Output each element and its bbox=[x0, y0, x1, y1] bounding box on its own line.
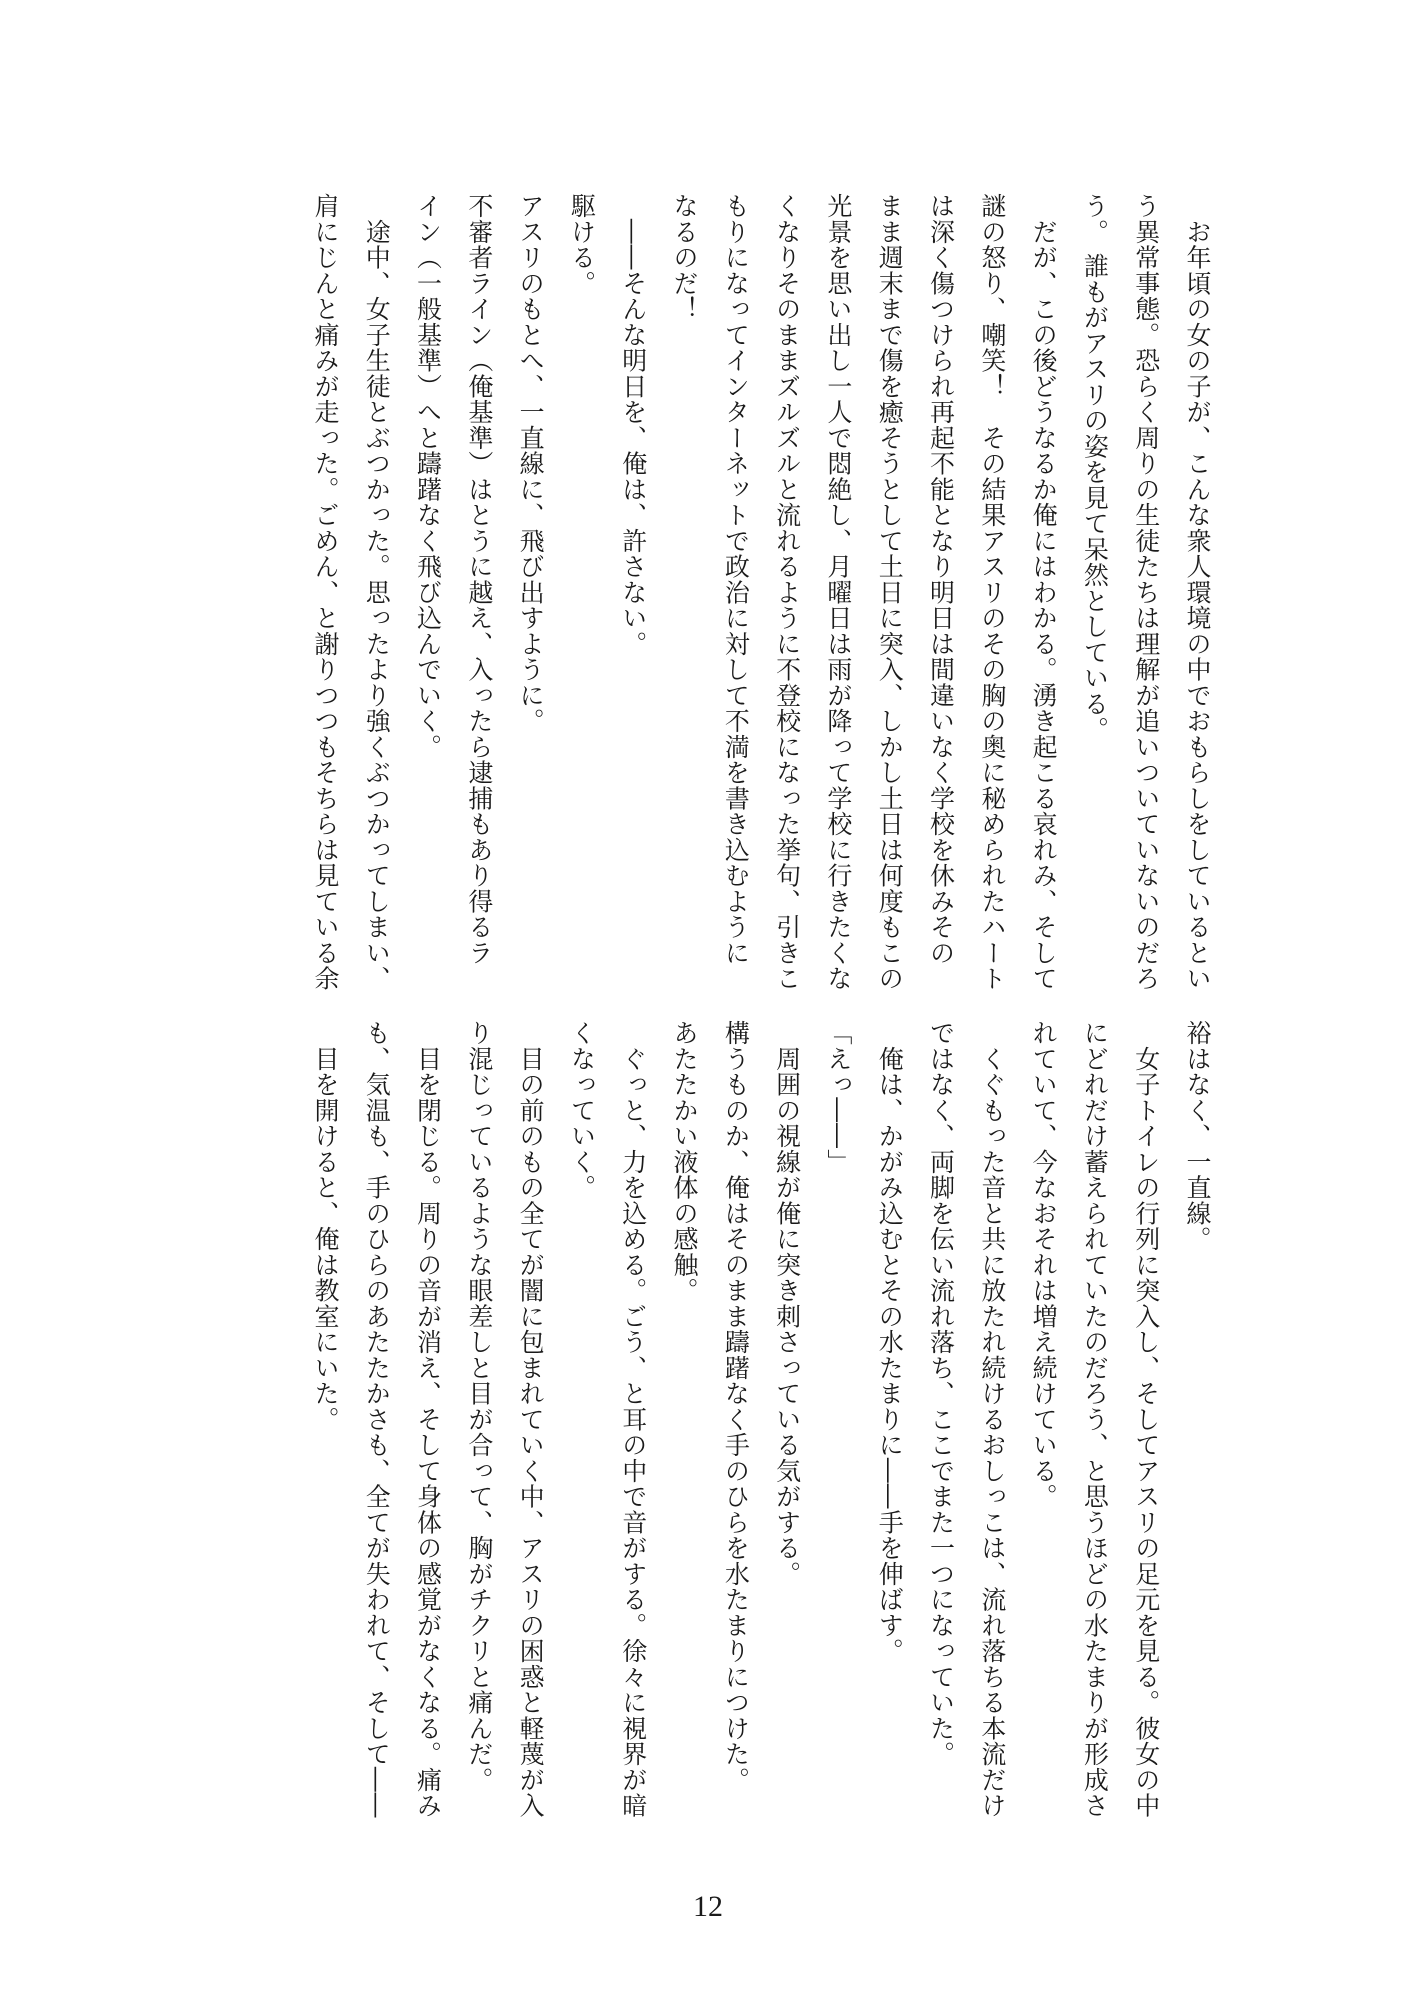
text-line: う。 誰もがアスリの姿を見て呆然としている。 bbox=[1080, 193, 1110, 743]
text-line: イン（一般基準）へと躊躇なく飛び込んでいく。 bbox=[413, 193, 443, 760]
text-line: り混じっているような眼差しと目が合って、胸がチクリと痛んだ。 bbox=[464, 1020, 494, 1793]
text-line: 俺は、かがみ込むとその水たまりに――手を伸ばす。 bbox=[875, 1020, 905, 1664]
text-line: 目を閉じる。周りの音が消え、そして身体の感覚がなくなる。痛み bbox=[413, 1020, 443, 1819]
text-line: 目の前のもの全てが闇に包まれていく中、アスリの困惑と軽蔑が入 bbox=[516, 1020, 546, 1819]
text-line: 周囲の視線が俺に突き刺さっている気がする。 bbox=[772, 1020, 802, 1587]
text-line: れていて、今なおそれは増え続けている。 bbox=[1029, 1020, 1059, 1510]
text-line: 光景を思い出し一人で悶絶し、月曜日は雨が降って学校に行きたくな bbox=[823, 193, 853, 992]
text-line: アスリのもとへ、一直線に、飛び出すように。 bbox=[516, 193, 546, 734]
text-line: だが、この後どうなるか俺にはわかる。湧き起こる哀れみ、そして bbox=[1029, 193, 1059, 992]
text-line: 謎の怒り、嘲笑！ その結果アスリのその胸の奥に秘められたハート bbox=[977, 193, 1007, 992]
text-line: 「えっ――」 bbox=[823, 1020, 853, 1175]
text-line: 肩にじんと痛みが走った。ごめん、と謝りつつもそちらは見ている余 bbox=[310, 193, 340, 992]
text-line: 不審者ライン（俺基準）はとうに越え、入ったら逮捕もあり得るラ bbox=[464, 193, 494, 966]
text-line: 途中、女子生徒とぶつかった。思ったより強くぶつかってしまい、 bbox=[362, 193, 392, 992]
text-line: 裕はなく、一直線。 bbox=[1183, 1020, 1212, 1252]
text-block-top bbox=[197, 193, 1223, 993]
text-line: あたたかい液体の感触。 bbox=[670, 1020, 700, 1304]
page-number: 12 bbox=[693, 1890, 723, 1923]
text-line: も、気温も、手のひらのあたたかさも、全てが失われて、そして―― bbox=[362, 1020, 392, 1819]
text-line: ――そんな明日を、俺は、許さない。 bbox=[618, 193, 648, 657]
text-line: まま週末まで傷を癒そうとして土日に突入、しかし土日は何度もこの bbox=[875, 193, 905, 992]
text-line: ぐっと、力を込める。ごう、と耳の中で音がする。徐々に視界が暗 bbox=[618, 1020, 648, 1819]
text-line: なるのだ！ bbox=[670, 193, 700, 322]
text-line: お年頃の女の子が、こんな衆人環境の中でおもらしをしているとい bbox=[1183, 193, 1212, 992]
text-block-bottom bbox=[197, 1020, 1223, 1820]
text-line: くぐもった音と共に放たれ続けるおしっこは、流れ落ちる本流だけ bbox=[977, 1020, 1007, 1819]
text-line: 駆ける。 bbox=[567, 193, 597, 296]
text-line: 目を開けると、俺は教室にいた。 bbox=[310, 1020, 340, 1432]
text-line: 女子トイレの行列に突入し、そしてアスリの足元を見る。彼女の中 bbox=[1131, 1020, 1161, 1819]
text-line: 構うものか、俺はそのまま躊躇なく手のひらを水たまりにつけた。 bbox=[721, 1020, 751, 1793]
text-line: もりになってインターネットで政治に対して不満を書き込むように bbox=[721, 193, 751, 966]
text-line: くなっていく。 bbox=[567, 1020, 597, 1201]
text-line: は深く傷つけられ再起不能となり明日は間違いなく学校を休みその bbox=[926, 193, 956, 966]
text-line: くなりそのままズルズルと流れるように不登校になった挙句、引きこ bbox=[772, 193, 802, 992]
text-line: ではなく、両脚を伝い流れ落ち、ここでまた一つになっていた。 bbox=[926, 1020, 956, 1767]
text-line: う異常事態。恐らく周りの生徒たちは理解が追いついていないのだろ bbox=[1131, 193, 1161, 992]
text-line: にどれだけ蓄えられていたのだろう、と思うほどの水たまりが形成さ bbox=[1080, 1020, 1110, 1819]
